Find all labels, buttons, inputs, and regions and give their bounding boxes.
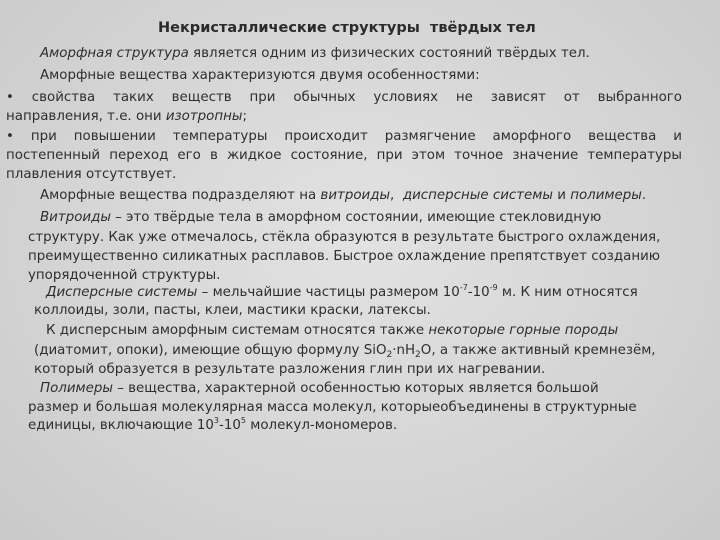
- term-disperse-heading: Дисперсные системы: [46, 285, 198, 300]
- paragraph-polymers-line2: размер и большая молекулярная масса молекул, которыеобъединены в структурные: [28, 400, 637, 415]
- formula-o: O: [420, 343, 432, 358]
- term-vitroids: витроиды: [320, 188, 391, 203]
- exponent: 3: [213, 416, 219, 425]
- paragraph-polymers-line1: [40, 380, 599, 398]
- text: является одним из физических состояний твёрдых тел.: [188, 46, 590, 61]
- paragraph-features-intro: Аморфные вещества характеризуются двумя особенностями:: [40, 68, 480, 83]
- paragraph-rocks-line3: который образуется в результате разложения глин при их нагревании.: [34, 362, 546, 377]
- subscript: 2: [415, 350, 421, 360]
- text: ,: [390, 188, 403, 203]
- paragraph-amorphous-structure: [40, 45, 590, 63]
- text: -10: [467, 285, 490, 300]
- bullet-softening-line2: постепенный переход его в жидкое состояние, при этом точное значение температуры: [6, 148, 682, 163]
- term-vitroids-heading: Витроиды: [40, 210, 111, 225]
- text: К дисперсным аморфным системам относятся также: [46, 323, 429, 338]
- slide-title: Некристаллические структуры твёрдых тел: [158, 20, 536, 36]
- text: – вещества, характерной особенностью которых является большой: [112, 381, 599, 396]
- term-isotropic: изотропны: [165, 109, 243, 124]
- bullet-softening-line3: плавления отсутствует.: [6, 167, 177, 182]
- paragraph-vitroids-line1: [40, 209, 601, 227]
- bullet-isotropy-line1: • свойства таких веществ при обычных условиях не зависят от выбранного: [6, 90, 682, 105]
- text: молекул-мономеров.: [245, 418, 398, 433]
- formula-nh: ·nH: [392, 343, 416, 358]
- paragraph-rocks-line2: [34, 342, 656, 360]
- subscript: 2: [386, 350, 393, 360]
- paragraph-disperse-line2: коллоиды, золи, пасты, клеи, мастики краски, латексы.: [34, 303, 431, 318]
- text: м. К ним относятся: [497, 285, 638, 300]
- exponent: -9: [489, 283, 498, 292]
- paragraph-rocks-line1: [46, 322, 618, 340]
- text: Аморфные вещества подразделяют на: [40, 188, 321, 203]
- text: (диатомит, опоки), имеющие общую формулу: [34, 343, 364, 358]
- paragraph-vitroids-line4: упорядоченной структуры.: [28, 268, 221, 283]
- bullet-isotropy-line2: [6, 108, 247, 126]
- exponent: 5: [240, 416, 246, 425]
- text: .: [641, 188, 647, 203]
- term-polymers: полимеры: [570, 188, 642, 203]
- paragraph-polymers-line3: [28, 417, 397, 435]
- paragraph-vitroids-line3: преимущественно силикатных расплавов. Быстрое охлаждение препятствует созданию: [28, 249, 661, 264]
- exponent: -7: [459, 283, 468, 292]
- term-rocks: некоторые горные породы: [428, 323, 619, 338]
- paragraph-disperse-line1: [46, 284, 638, 302]
- text: , а также активный кремнезём,: [431, 343, 656, 358]
- text: единицы, включающие 10: [28, 418, 214, 433]
- text: и: [552, 188, 571, 203]
- term-polymers-heading: Полимеры: [40, 381, 113, 396]
- text: ;: [242, 109, 247, 124]
- text: – мельчайшие частицы размером 10: [197, 285, 460, 300]
- paragraph-vitroids-line2: структуру. Как уже отмечалось, стёкла образуются в результате быстрого охлаждения,: [28, 230, 661, 245]
- text: направления, т.е. они: [6, 109, 166, 124]
- paragraph-classification: [40, 187, 646, 205]
- term-amorphous-structure: Аморфная структура: [40, 46, 189, 61]
- term-disperse-systems: дисперсные системы: [402, 188, 553, 203]
- text: -10: [219, 418, 241, 433]
- formula-si: SiO: [363, 343, 387, 358]
- text: – это твёрдые тела в аморфном состоянии, имеющие стекловидную: [110, 210, 602, 225]
- bullet-softening-line1: • при повышении температуры происходит размягчение аморфного вещества и: [6, 129, 682, 144]
